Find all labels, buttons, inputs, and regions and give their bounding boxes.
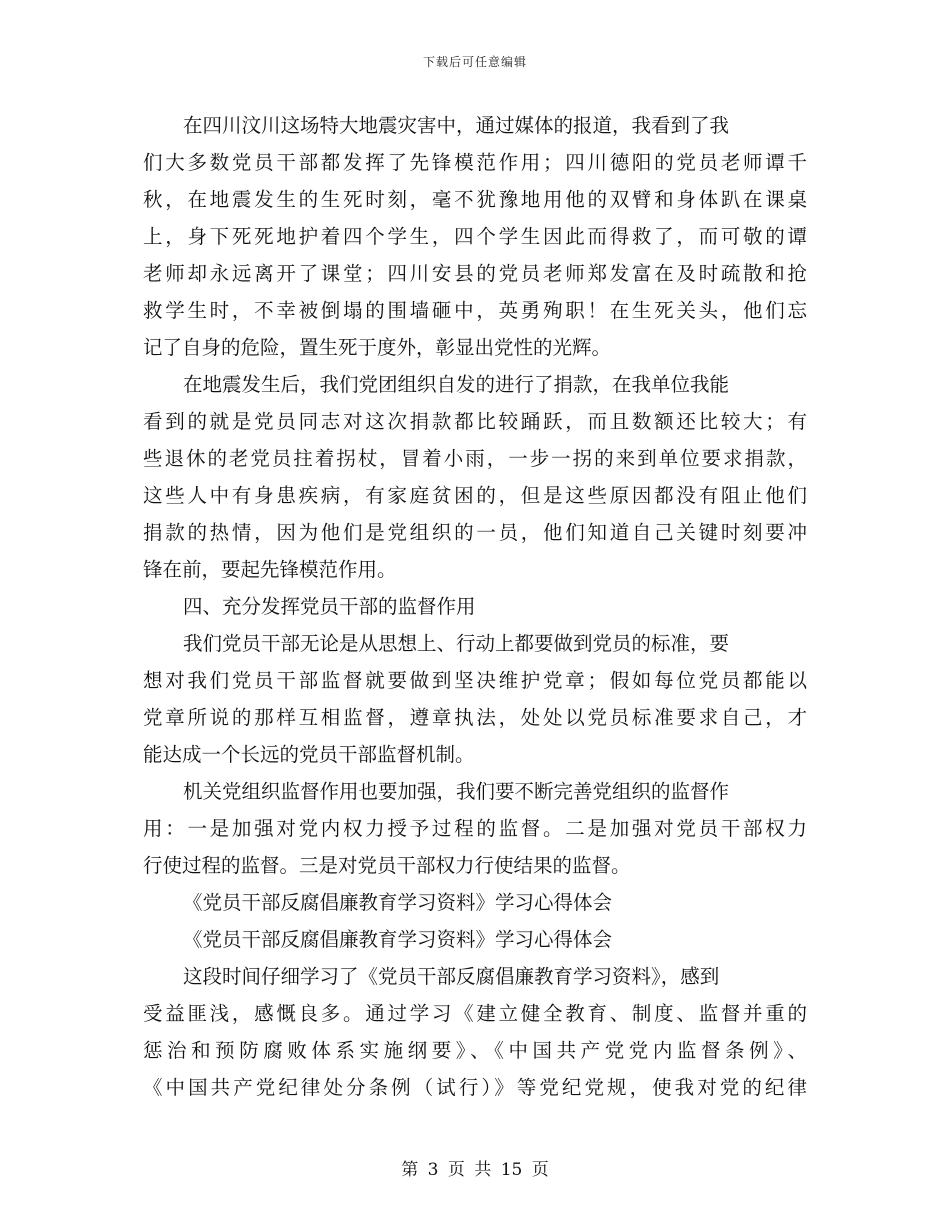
document-body	[143, 107, 807, 1106]
text-line: 党章所说的那样互相监督，遵章执法，处处以党员标准要求自己，才	[143, 706, 807, 729]
text-line: 能达成一个长远的党员干部监督机制。	[143, 743, 475, 766]
text-line: 用：一是加强对党内权力授予过程的监督。二是加强对党员干部权力	[143, 817, 807, 840]
text-line: 在四川汶川这场特大地震灾害中，通过媒体的报道，我看到了我	[183, 114, 730, 137]
text-line: 老师却永远离开了课堂；四川安县的党员老师郑发富在及时疏散和抢	[143, 262, 807, 285]
text-line: 记了自身的危险，置生死于度外，彰显出党性的光辉。	[143, 336, 612, 359]
text-line: 捐款的热情，因为他们是党组织的一员，他们知道自己关键时刻要冲	[143, 521, 807, 544]
text-line: 行使过程的监督。三是对党员干部权力行使结果的监督。	[143, 854, 631, 877]
text-line: 看到的就是党员同志对这次捐款都比较踊跃，而且数额还比较大；有	[143, 410, 807, 433]
text-line: 惩治和预防腐败体系实施纲要》、《中国共产党党内监督条例》、	[143, 1039, 807, 1062]
text-line: 秋，在地震发生的生死时刻，毫不犹豫地用他的双臂和身体趴在课桌	[143, 188, 807, 211]
text-line: 受益匪浅，感慨良多。通过学习《建立健全教育、制度、监督并重的	[143, 1002, 807, 1025]
text-line: 《中国共产党纪律处分条例（试行）》等党纪党规，使我对党的纪律	[143, 1076, 807, 1099]
text-line: 想对我们党员干部监督就要做到坚决维护党章；假如每位党员都能以	[143, 669, 807, 692]
text-line: 们大多数党员干部都发挥了先锋模范作用；四川德阳的党员老师谭千	[143, 151, 807, 174]
text-line: 些退休的老党员拄着拐杖，冒着小雨，一步一拐的来到单位要求捐款，	[143, 447, 807, 470]
text-line: 在地震发生后，我们党团组织自发的进行了捐款，在我单位我能	[183, 373, 730, 396]
text-line: 锋在前，要起先锋模范作用。	[143, 558, 397, 581]
section-heading: 四、充分发挥党员干部的监督作用	[183, 595, 476, 618]
text-line: 机关党组织监督作用也要加强，我们要不断完善党组织的监督作	[183, 780, 730, 803]
text-line: 这些人中有身患疾病，有家庭贫困的，但是这些原因都没有阻止他们	[143, 484, 807, 507]
doc-title-line: 《党员干部反腐倡廉教育学习资料》学习心得体会	[183, 891, 613, 914]
text-line: 这段时间仔细学习了《党员干部反腐倡廉教育学习资料》，感到	[183, 965, 720, 988]
text-line: 我们党员干部无论是从思想上、行动上都要做到党员的标准，要	[183, 632, 730, 655]
doc-title-line: 《党员干部反腐倡廉教育学习资料》学习心得体会	[183, 928, 613, 951]
page-number: 第 3 页 共 15 页	[401, 1160, 549, 1180]
text-line: 救学生时，不幸被倒塌的围墙砸中，英勇殉职！在生死关头，他们忘	[143, 299, 807, 322]
header-note: 下载后可任意编辑	[422, 55, 527, 69]
text-line: 上，身下死死地护着四个学生，四个学生因此而得救了，而可敬的谭	[143, 225, 807, 248]
